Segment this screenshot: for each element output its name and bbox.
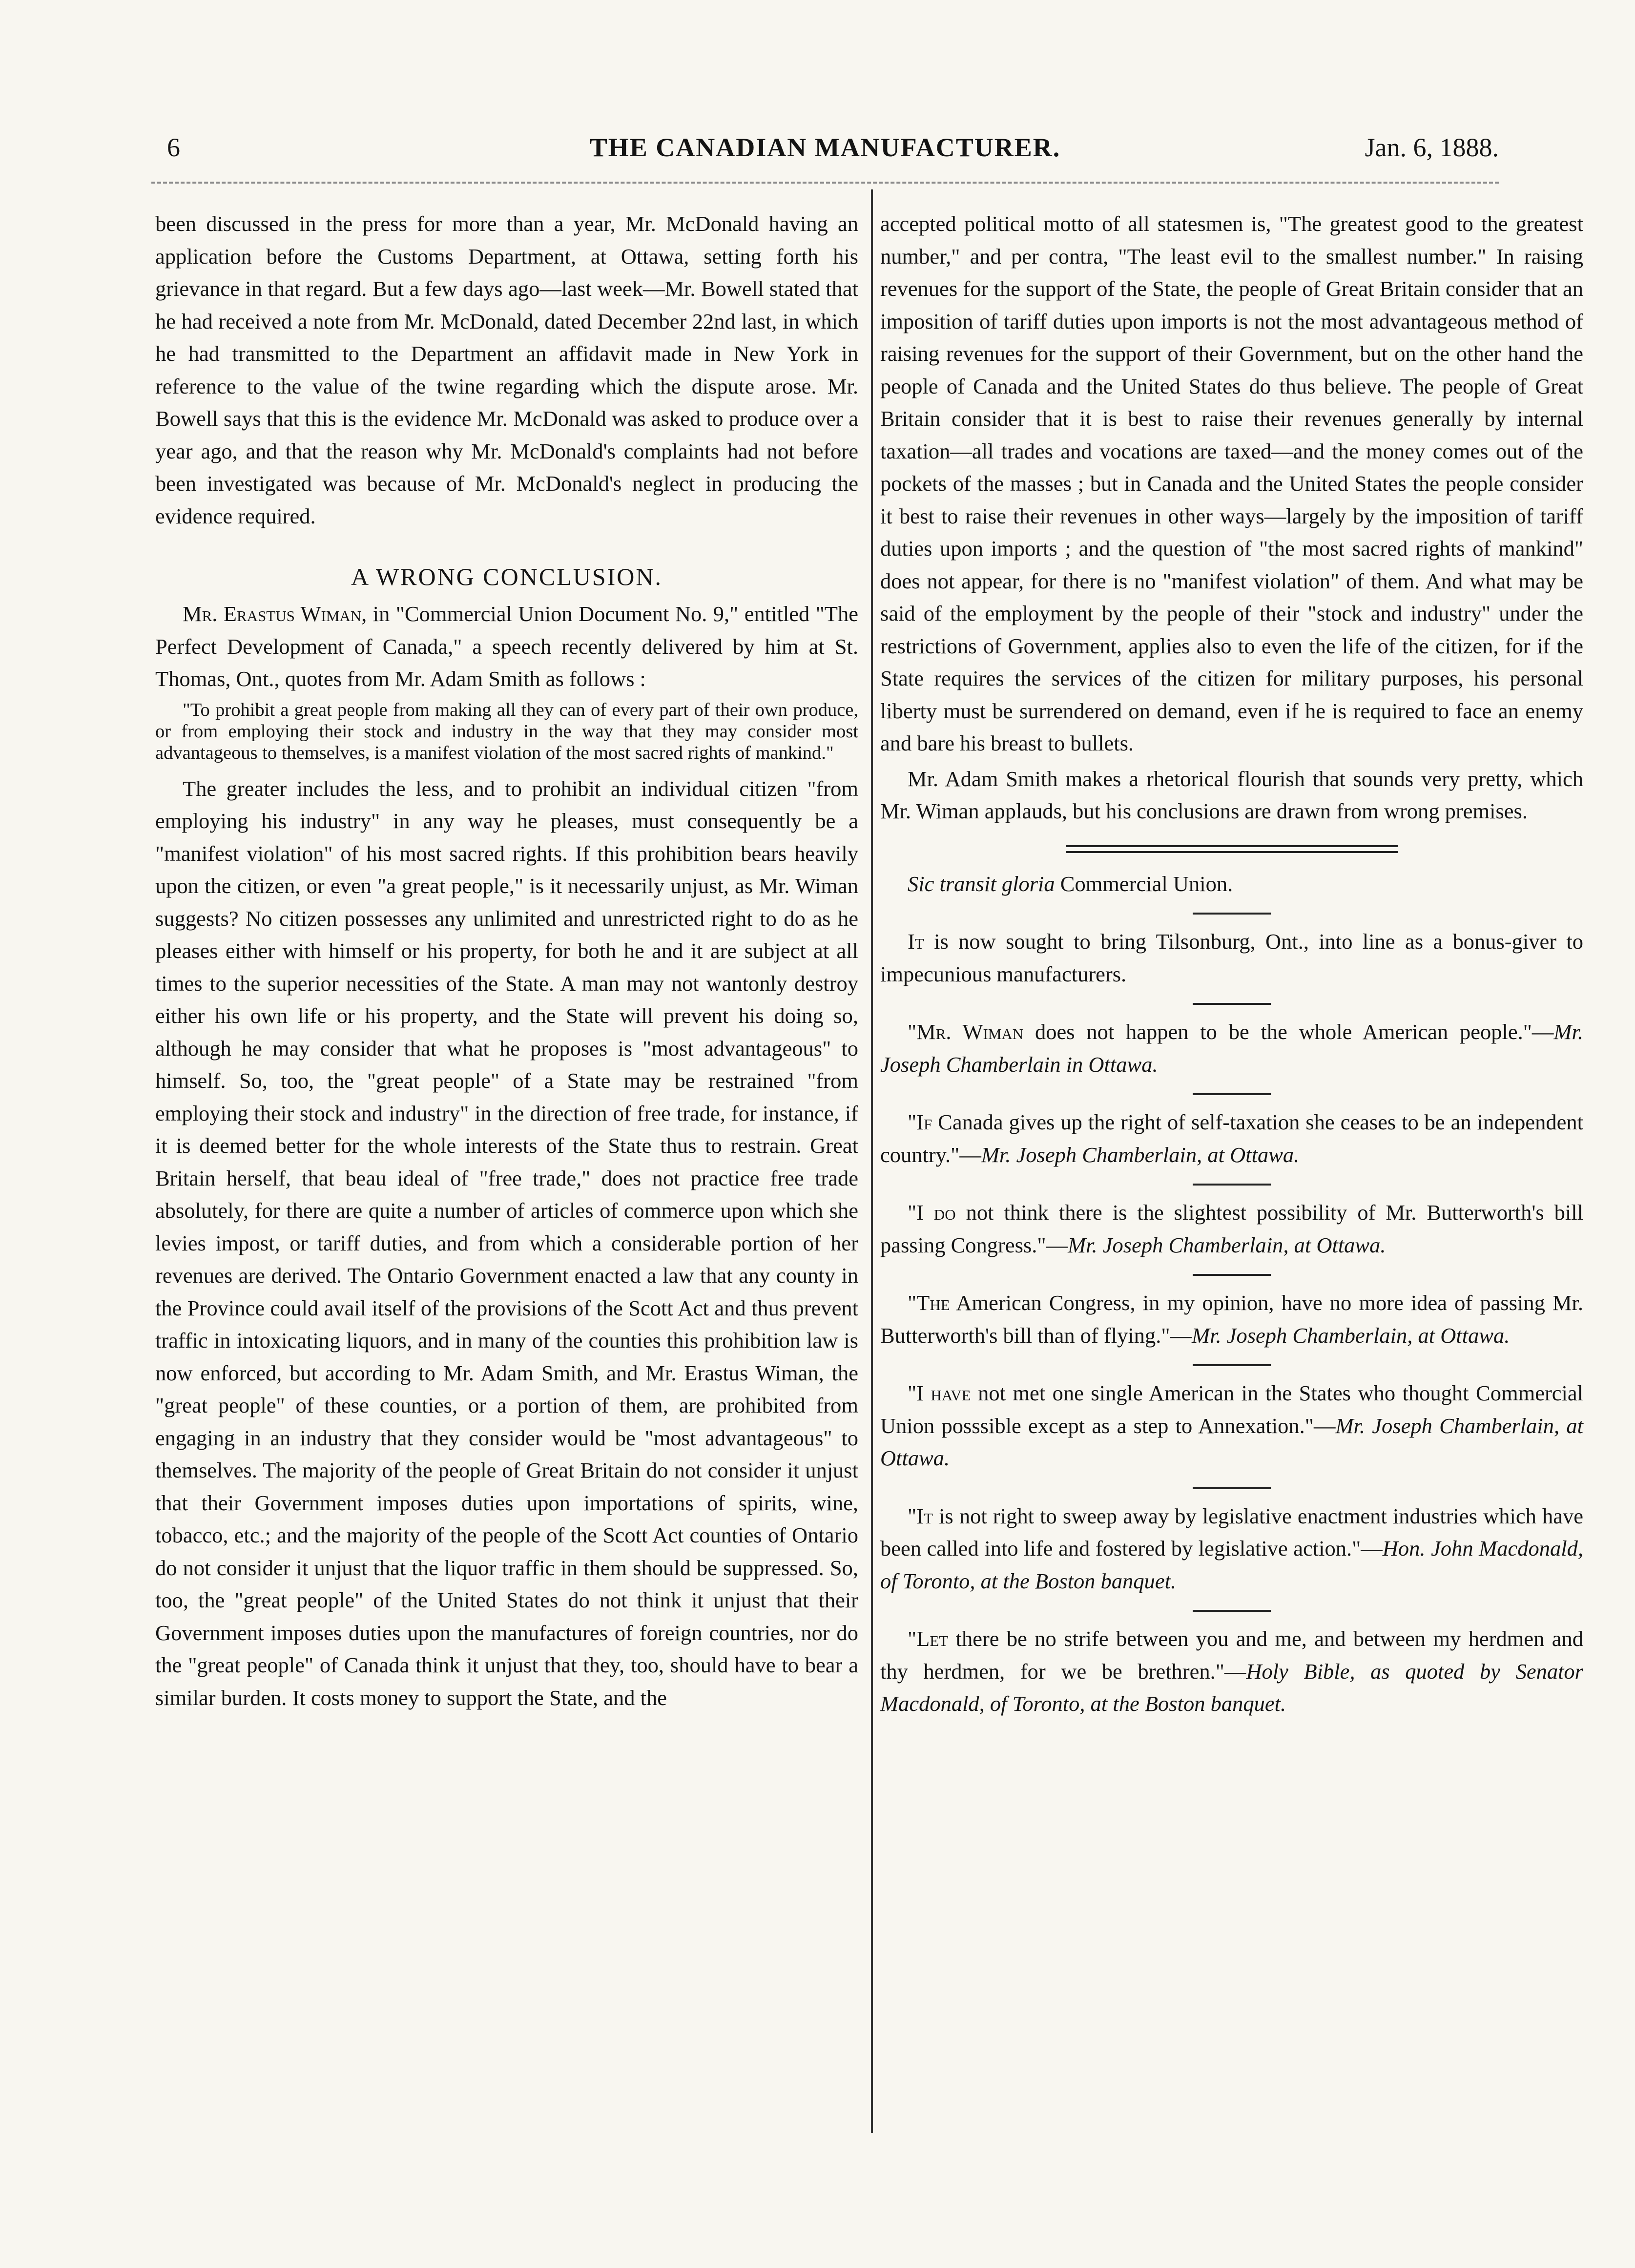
attribution: Mr. Joseph Chamberlain, at Ottawa. [1068,1232,1386,1257]
paragraph-text: American Congress, in my opinion, have no more idea of passing Mr. Butterworth's bill than of flying."— [880,1290,1583,1348]
attribution: Hon. John Macdonald, of Toronto, at the Boston banquet. [880,1536,1583,1593]
note-divider [1193,1364,1271,1366]
body-paragraph: accepted political motto of all statesmen is, "The greatest good to the greatest number," and per contra, "The least evil to the smallest number." In raising revenues for the support of the State, the people of Great Britain consider that an imposition of tariff duties upon imports is not the most advantageous method of raising revenues for the support of their Government, but on the other hand the people of Canada and the United States do thus believe. The people of Great Britain consider that it is best to raise their revenues generally by internal taxation—all trades and vocations are taxed—and the money comes out of the pockets of the masses ; but in Canada and the United States the people consider it best to raise their revenues in other ways—largely by the imposition of tariff duties upon imports ; and the question of "the most sacred rights of mankind" does not appear, for there is no "manifest violation" of them. And what may be said of the employment by the people of their "stock and industry" under the restrictions of Government, applies also to even the life of the citizen, for if the State requires the services of the citizen for military purposes, his personal liberty must be surrendered on demand, even if he is required to face an enemy and bare his breast to bullets. [880,211,1583,755]
lead-in: "I have [908,1381,971,1405]
lead-in: "Let [908,1626,949,1651]
lead-in: "If [908,1110,932,1134]
lead-in: Mr. Erastus Wiman, [183,602,367,626]
section-divider [1066,845,1398,853]
note-divider [1193,1003,1271,1005]
paragraph-text: not think there is the slightest possibility of Mr. Butterworth's bill passing Congress."— [880,1200,1583,1257]
paragraph-text: not met one single American in the States who thought Commercial Union posssible except as a step to Annexation."— [880,1381,1584,1438]
paragraph-text: in "Commercial Union Document No. 9," entitled "The Perfect Development of Canada," a speech recently delivered by him at St. Thomas, Ont., quotes from Mr. Adam Smith as follows : [155,602,858,691]
paragraph-text: is now sought to bring Tilsonburg, Ont., into line as a bonus-giver to impecunious manufacturers. [880,929,1583,986]
news-note [880,925,1583,990]
body-paragraph: The greater includes the less, and to prohibit an individual citizen "from employing his industry" in any way he pleases, must consequently be a "manifest violation" of his most sacred rights. If this prohibition bears heavily upon the citizen, or even "a great people," is it necessarily unjust, as Mr. Wiman suggests? No citizen possesses any unlimited and unrestricted right to do as he pleases either with himself or his property, for both he and it are subject at all times to the superior necessities of the State. A man may not wantonly destroy either his own life or his property, and the State will prevent his doing so, although he may consider that what he proposes is "most advantageous" to himself. So, too, the "great people" of a State may be restrained "from employing their stock and industry" in the direction of free trade, for instance, if it is deemed better for the whole interests of the State thus to restrain. Great Britain herself, that beau ideal of "free trade," does not practice free trade absolutely, for there are quite a number of articles of commerce upon which she levies impost, or tariff duties, and from which a considerable portion of her revenues are derived. The Ontario Government enacted a law that any county in the Province could avail itself of the provisions of the Scott Act and thus prevent traffic in intoxicating liquors, and in many of the counties this prohibition law is now enforced, but according to Mr. Adam Smith, and Mr. Erastus Wiman, the "great people" of these counties, or a portion of them, are prohibited from engaging in an industry that they consider would be "most advantageous" to themselves. The majority of the people of Great Britain do not consider it unjust that their Government imposes duties upon importations of spirits, wine, tobacco, etc.; and the majority of the people of the Scott Act counties of Ontario do not consider it unjust that the liquor traffic in them should be suppressed. So, too, the "great people" of the United States do not think it unjust that their Government imposes duties upon the manufactures of foreign countries, nor do the "great people" of Canada think it unjust that they, too, should have to bear a similar burden. It costs money to support the State, and the [155,776,858,1710]
page-header [151,128,1499,167]
news-note [880,868,1583,900]
attribution: Mr. Joseph Chamberlain in Ottawa. [880,1020,1583,1077]
attribution: Holy Bible, as quoted by Senator Macdonald, of Toronto, at the Boston banquet. [880,1659,1583,1716]
news-note [880,1196,1583,1261]
news-note [880,1016,1583,1081]
body-paragraph: Mr. Adam Smith makes a rhetorical flourish that sounds very pretty, which Mr. Wiman applauds, but his conclusions are drawn from wrong premises. [880,766,1583,823]
news-note [880,1623,1583,1720]
body-paragraph [155,598,858,695]
note-divider [1193,1610,1271,1612]
paragraph-text: there be no strife between you and me, and between my herdmen and thy herdmen, for we be brethren."— [880,1626,1583,1684]
news-note [880,1106,1583,1171]
lead-in: "It [908,1503,933,1528]
news-note [880,1377,1583,1475]
section-heading: A WRONG CONCLUSION. [351,563,663,590]
note-divider [1193,1093,1271,1095]
page-number: 6 [167,133,180,162]
news-note [880,1500,1583,1598]
news-note [880,1287,1583,1352]
attribution: Mr. Joseph Chamberlain, at Ottawa. [880,1413,1583,1470]
note-divider [1193,913,1271,915]
note-divider [1193,1487,1271,1489]
paragraph-text: does not happen to be the whole American people."— [1023,1020,1554,1044]
paragraph-text: Commercial Union. [1055,871,1233,896]
block-quote: "To prohibit a great people from making all they can of every part of their own produce, or from employing their stock and industry in the way that they may consider most advantageous to themselves, is a manifest violation of the most sacred rights of mankind." [155,699,858,763]
lead-in: It [908,929,924,954]
italic-phrase: Sic transit gloria [908,871,1055,896]
issue-date: Jan. 6, 1888. [1365,133,1499,162]
publication-title: THE CANADIAN MANUFACTURER. [589,133,1061,162]
lead-in: "Mr. Wiman [908,1020,1024,1044]
header-rule [151,182,1499,184]
paragraph-text: Canada gives up the right of self-taxation she ceases to be an independent country."— [880,1110,1583,1167]
note-divider [1193,1184,1271,1186]
left-column [155,208,858,1714]
attribution: Mr. Joseph Chamberlain, at Ottawa. [1192,1323,1510,1348]
lead-in: "The [908,1290,950,1315]
column-divider [871,189,873,2133]
paragraph-text: is not right to sweep away by legislative enactment industries which have been called into life and fostered by legislative action."— [880,1503,1583,1561]
body-paragraph: been discussed in the press for more than a year, Mr. McDonald having an application before the Customs Department, at Ottawa, setting forth his grievance in that regard. But a few days ago—last week—Mr. Bowell stated that he had received a note from Mr. McDonald, dated December 22nd last, in which he had transmitted to the Department an affidavit made in New York in reference to the value of the twine regarding which the dispute arose. Mr. Bowell says that this is the evidence Mr. McDonald was asked to produce over a year ago, and that the reason why Mr. McDonald's complaints had not before been investigated was because of Mr. McDonald's neglect in producing the evidence required. [155,211,858,528]
right-column [880,208,1583,1720]
note-divider [1193,1274,1271,1276]
attribution: Mr. Joseph Chamberlain, at Ottawa. [981,1142,1300,1167]
lead-in: "I do [908,1200,956,1225]
